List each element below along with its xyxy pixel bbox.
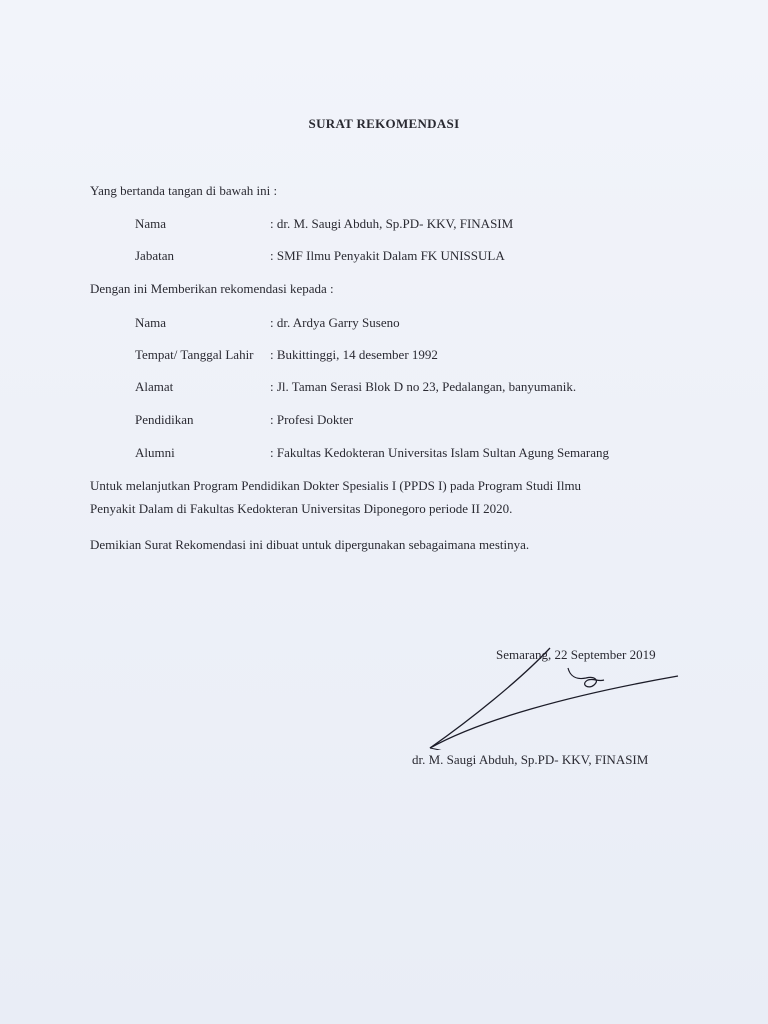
candidate-education-value: : Profesi Dokter bbox=[270, 412, 354, 427]
signer-name-value: : dr. M. Saugi Abduh, Sp.PD- KKV, FINASIM bbox=[270, 216, 514, 231]
recommend-intro-text: Dengan ini Memberikan rekomendasi kepada : bbox=[90, 281, 334, 296]
signer-position-label: Jabatan bbox=[135, 248, 174, 263]
candidate-alumni-label: Alumni bbox=[135, 445, 175, 460]
place-date: Semarang, 22 September 2019 bbox=[496, 647, 656, 662]
signature-scribble bbox=[400, 640, 690, 750]
candidate-birth-value: : Bukittinggi, 14 desember 1992 bbox=[270, 347, 438, 362]
candidate-name-label: Nama bbox=[135, 315, 167, 330]
closing-text: Demikian Surat Rekomendasi ini dibuat untuk dipergunakan sebagaimana mestinya. bbox=[90, 537, 530, 552]
signer-position-value: : SMF Ilmu Penyakit Dalam FK UNISSULA bbox=[270, 248, 505, 263]
signer-name-label: Nama bbox=[135, 216, 167, 231]
candidate-name-value: : dr. Ardya Garry Suseno bbox=[270, 315, 400, 330]
candidate-alumni-value: : Fakultas Kedokteran Universitas Islam Sultan Agung Semarang bbox=[270, 445, 610, 460]
letter-title: SURAT REKOMENDASI bbox=[308, 116, 460, 131]
candidate-birth-label: Tempat/ Tanggal Lahir bbox=[135, 347, 254, 362]
purpose-line-1: Untuk melanjutkan Program Pendidikan Dokter Spesialis I (PPDS I) pada Program Studi Ilmu bbox=[90, 478, 582, 493]
candidate-address-value: : Jl. Taman Serasi Blok D no 23, Pedalangan, banyumanik. bbox=[270, 379, 577, 394]
purpose-line-2: Penyakit Dalam di Fakultas Kedokteran Universitas Diponegoro periode II 2020. bbox=[90, 501, 513, 516]
candidate-education-label: Pendidikan bbox=[135, 412, 194, 427]
candidate-address-label: Alamat bbox=[135, 379, 174, 394]
intro-text: Yang bertanda tangan di bawah ini : bbox=[90, 183, 278, 198]
signer-signature-name: dr. M. Saugi Abduh, Sp.PD- KKV, FINASIM bbox=[412, 752, 649, 767]
